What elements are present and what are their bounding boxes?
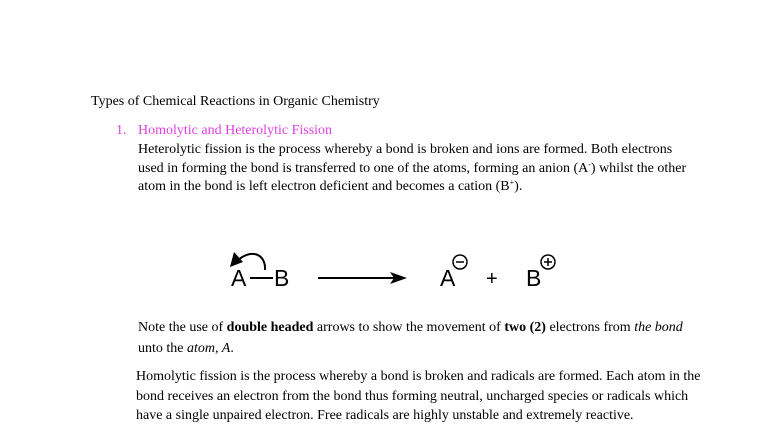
note-bold-2: two (2) [504, 320, 546, 335]
homolytic-paragraph: Homolytic fission is the process whereby a bond is broken and radicals are formed. Each atom in the bond receives an electron from the bond thus forming neutral, uncharged species or radicals which have a single unpaired electron. Free radicals are highly unstable and extremely reactive. [136, 369, 701, 423]
plus-sign: + [486, 268, 498, 290]
note-paragraph [138, 318, 698, 359]
anion-charge-sup: - [588, 159, 591, 169]
reactant-b: B [274, 265, 290, 291]
note-text-2: arrows to show the movement of [313, 320, 505, 335]
note-text-1: Note the use of [138, 320, 227, 335]
heterolytic-text-mid: ) whilst the other atom in the bond is left electron deficient and becomes a cation (B [138, 160, 687, 194]
product-b: B [526, 265, 542, 291]
cation-charge-sup: + [509, 178, 515, 187]
reactant-a: A [231, 265, 247, 291]
note-italic-2: atom, A [187, 340, 231, 356]
heterolytic-text-end: ). [514, 179, 523, 194]
note-text-3: electrons from [545, 320, 635, 335]
section-heading: Homolytic and Heterolytic Fission [138, 123, 333, 138]
note-text-4: unto the [138, 340, 187, 356]
page-title: Types of Chemical Reactions in Organic Chemistry [91, 94, 380, 109]
note-bold-1: double headed [226, 320, 314, 335]
note-italic-1: the bond [634, 320, 683, 335]
heterolytic-text: Heterolytic fission is the process whereby a bond is broken and ions are formed. Both electrons used in forming the bond is transferred to one of the atoms, forming an anion (A [138, 142, 673, 176]
list-number: 1. [116, 123, 127, 138]
product-a: A [440, 265, 456, 291]
note-text-5: . [230, 340, 234, 356]
